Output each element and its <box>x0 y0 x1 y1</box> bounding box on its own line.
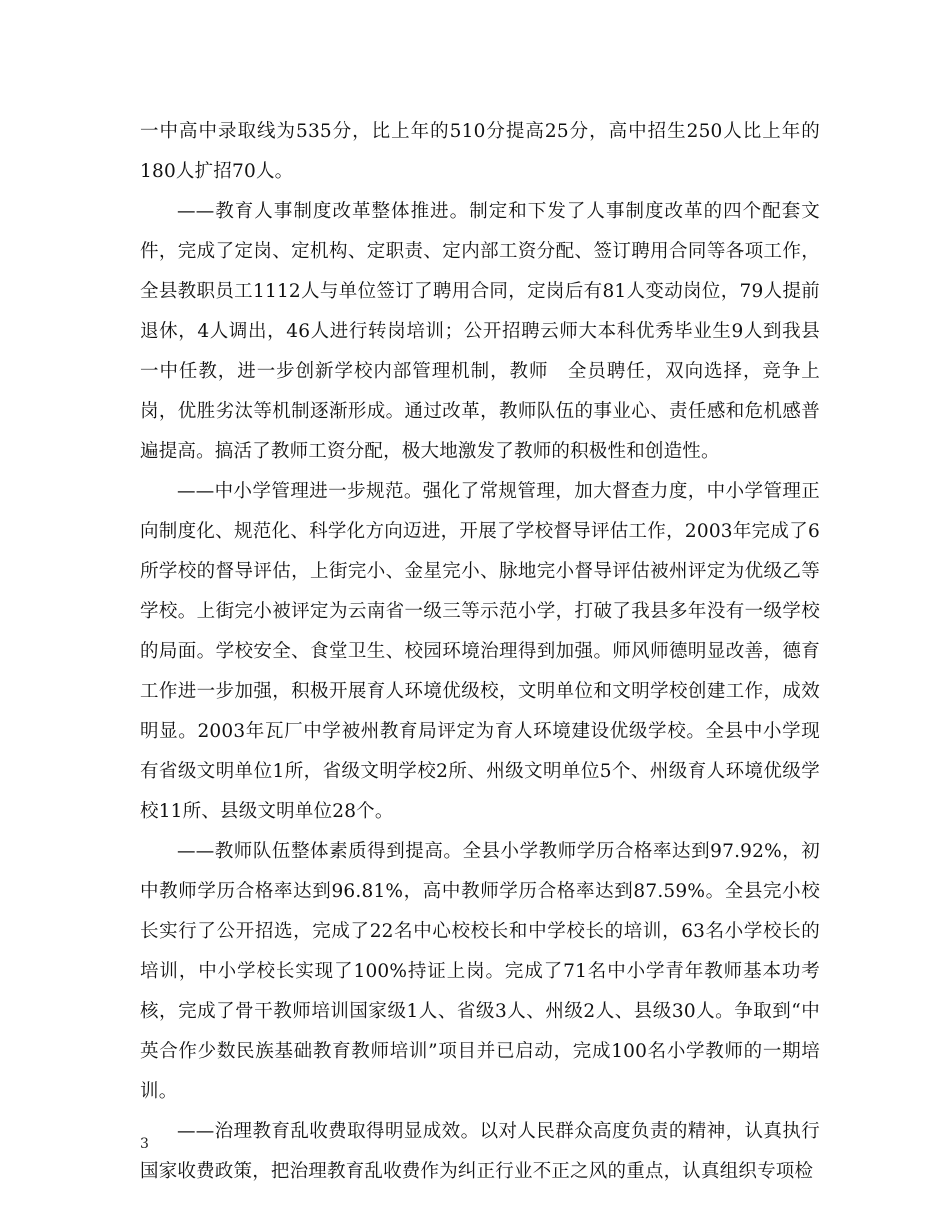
body-text <box>140 112 820 1192</box>
page-number: 3 <box>140 1136 149 1152</box>
paragraph-fee-governance: ——治理教育乱收费取得明显成效。以对人民群众高度负责的精神，认真执行国家收费政策，把治理教育乱收费作为纠正行业不正之风的重点，认真组织专项检 <box>140 1121 820 1182</box>
paragraph-teacher-quality: ——教师队伍整体素质得到提高。全县小学教师学历合格率达到97.92%，初中教师学历合格率达到96.81%，高中教师学历合格率达到87.59%。全县完小校长实行了公开招选，完成了22名中心校校长和中学校长的培训，63名小学校长的培训，中小学校长实现了100%持证上岗。完成了71名中小学青年教师基本功考核，完成了骨干教师培训国家级1人、省级3人、州级2人、县级30人。争取到“中英合作少数民族基础教育教师培训”项目并已启动，完成100名小学教师的一期培训。 <box>140 841 820 1102</box>
paragraph-personnel-reform: ——教育人事制度改革整体推进。制定和下发了人事制度改革的四个配套文件，完成了定岗、定机构、定职责、定内部工资分配、签订聘用合同等各项工作，全县教职员工1112人与单位签订了聘用合同，定岗后有81人变动岗位，79人提前退休，4人调出，46人进行转岗培训；公开招聘云师大本科优秀毕业生9人到我县一中任教，进一步创新学校内部管理机制，教师 全员聘任，双向选择，竞争上岗，优胜劣汰等机制逐渐形成。通过改革，教师队伍的事业心、责任感和危机感普遍提高。搞活了教师工资分配，极大地激发了教师的积极性和创造性。 <box>140 201 820 462</box>
paragraph-continuation: 一中高中录取线为535分，比上年的510分提高25分，高中招生250人比上年的180人扩招70人。 <box>140 121 820 182</box>
paragraph-school-management: ——中小学管理进一步规范。强化了常规管理，加大督查力度，中小学管理正向制度化、规范化、科学化方向迈进，开展了学校督导评估工作，2003年完成了6所学校的督导评估，上街完小、金星完小、脉地完小督导评估被州评定为优级乙等学校。上街完小被评定为云南省一级三等示范小学，打破了我县多年没有一级学校的局面。学校安全、食堂卫生、校园环境治理得到加强。师风师德明显改善，德育工作进一步加强，积极开展育人环境优级校，文明单位和文明学校创建工作，成效明显。2003年瓦厂中学被州教育局评定为育人环境建设优级学校。全县中小学现有省级文明单位1所，省级文明学校2所、州级文明单位5个、州级育人环境优级学校11所、县级文明单位28个。 <box>140 481 820 822</box>
